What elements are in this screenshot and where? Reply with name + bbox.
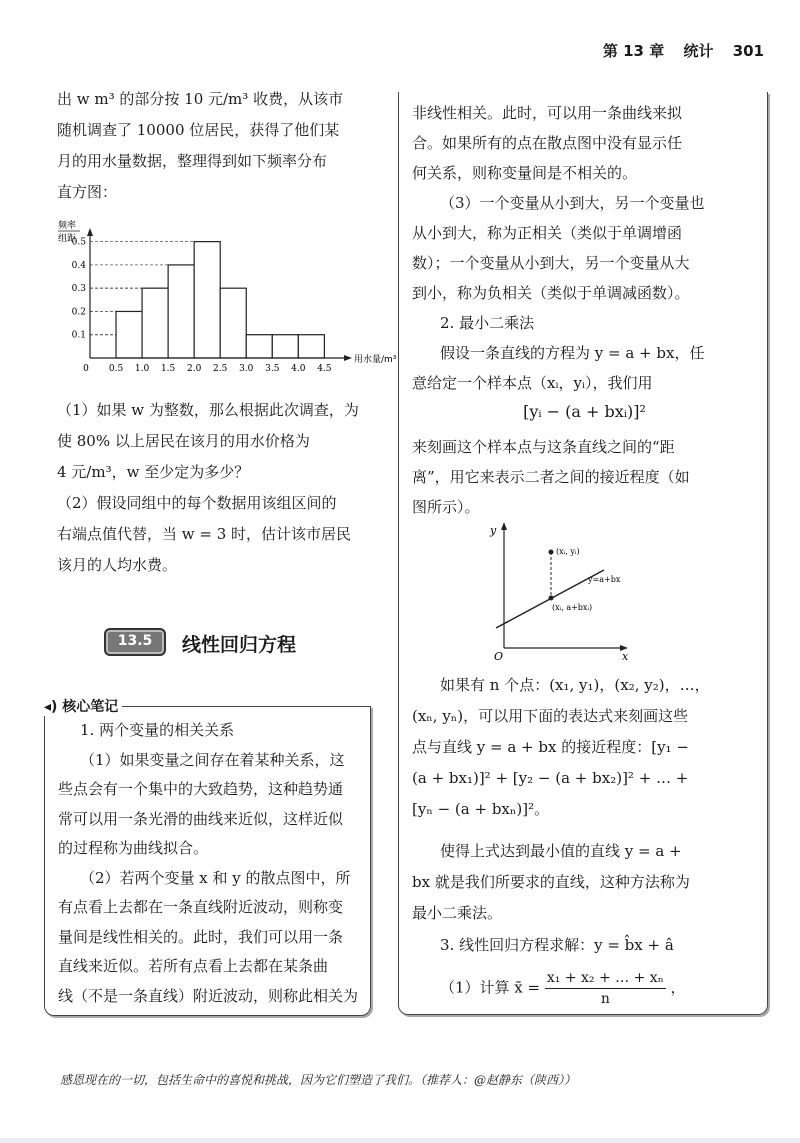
y-tick-label: 0.4 [71,260,86,271]
y-axis-arrow-icon [87,228,93,236]
x-tick-label: 0.5 [108,364,124,374]
footer-quote: 感恩现在的一切，包括生命中的喜悦和挑战，因为它们塑造了我们。（推荐人：@赵静东（陕西）） [60,1073,577,1087]
text-line: （2）若两个变量 x 和 y 的散点图中，所 [80,868,351,887]
y-axis-arrow-icon [501,522,507,530]
y-tick-label: 0.5 [71,237,86,248]
text-line: （3）一个变量从小到大，另一个变量也 [440,194,705,212]
least-squares-diagram [484,518,644,663]
histogram-bar [298,335,324,358]
text-line: 随机调查了 10000 位居民，获得了他们某 [57,121,340,139]
x-tick-label: 4.5 [317,364,332,374]
text-line: 量间是线性相关的。此时，我们可以用一条 [58,927,344,946]
page-number: 301 [732,42,764,60]
text-line: 最小二乘法。 [412,904,503,922]
left-intro [57,84,377,208]
text-line: 假设一条直线的方程为 y = a + bx，任 [440,344,705,362]
mean-formula-suffix: ， [670,978,686,997]
right-p6 [412,836,757,929]
text-line: 直线来近似。若所有点看上去都在某条曲 [58,957,329,975]
histogram-bar [194,242,220,358]
y-axis-label-bottom: 组距 [58,234,77,244]
x-tick-label: 3.0 [239,364,254,374]
y-axis-label-top: 频率 [58,221,77,231]
y-tick-label: 0.2 [71,307,86,318]
y-axis-label: y [490,524,497,537]
notes-label: ◂) 核心笔记 [40,696,122,716]
text-line: 些点会有一个集中的大致趋势，这种趋势通 [58,780,344,798]
text-line: 非线性相关。此时，可以用一条曲线来拟 [412,104,683,122]
bottom-rule [0,1138,800,1143]
x-axis-arrow-icon [344,355,352,361]
text-line: 合。如果所有的点在散点图中没有显示任 [412,134,683,152]
chapter-subject: 统计 [683,42,714,60]
frequency-histogram [54,218,397,378]
right-p5 [412,670,757,825]
text-line: 出 w m³ 的部分按 10 元/m³ 收费，从该市 [57,90,344,108]
text-line: 意给定一个样本点（xᵢ，yᵢ），我们用 [412,374,653,392]
text-line: (xₙ, yₙ)，可以用下面的表达式来刻画这些 [412,707,689,725]
notes-heading: 1. 两个变量的相关关系 [80,721,235,739]
text-line: 图所示）。 [412,498,480,516]
histogram-bar [246,335,272,358]
left-questions [57,395,377,581]
text-line: 何关系，则称变量间是不相关的。 [412,164,638,182]
text-line: 月的用水量数据，整理得到如下频率分布 [57,152,328,170]
text-line: 使 80% 以上居民在该月的用水价格为 [57,432,310,450]
mean-formula-prefix: （1）计算 x̄ = [440,978,541,997]
text-line: 使得上式达到最小值的直线 y = a + [440,842,682,860]
fraction-denominator: n [600,991,610,1007]
text-line: 来刻画这个样本点与这条直线之间的“距 [412,438,675,456]
text-line: （2）假设同组中的每个数据用该组区间的 [57,494,337,512]
x-tick-label: 1.5 [160,364,176,374]
text-line: [yₙ − (a + bxₙ)]²。 [412,800,550,818]
line-equation-label: y=a+bx [588,575,621,584]
text-line: 的过程称为曲线拟合。 [58,839,209,857]
x-tick-label: 2.0 [187,364,202,374]
y-tick-label: 0.1 [71,330,86,341]
x-axis-label: x [622,650,629,663]
foot-point-label: (xᵢ, a+bxᵢ) [552,603,593,612]
text-line: 4 元/m³，w 至少定为多少？ [57,463,250,481]
origin-label: O [494,650,504,663]
text-line: 该月的人均水费。 [57,556,178,574]
page-header [589,40,764,61]
notes-content [58,716,363,1011]
text-line: 线（不是一条直线）附近波动，则称此相关为 [58,986,359,1005]
right-p7 [412,930,757,961]
right-p3 [412,308,757,398]
subsection-heading: 2. 最小二乘法 [440,314,535,332]
mean-formula [440,968,760,1009]
text-line: 直方图： [57,183,118,201]
x-tick-label: 3.5 [265,364,280,374]
text-line: 右端点值代替，当 w = 3 时，估计该市居民 [57,525,352,543]
text-line: 离”，用它来表示二者之间的接近程度（如 [412,468,690,486]
text-line: 常可以用一条光滑的曲线来近似，这样近似 [58,809,344,828]
sample-point-label: (xᵢ, yᵢ) [556,547,580,556]
foot-point [549,596,554,601]
subsection-heading: 3. 线性回归方程求解：y = b̂x + â [440,936,674,954]
right-p2 [412,188,757,308]
text-line: 数）；一个变量从小到大，另一个变量从大 [412,254,690,272]
text-line: 到小，称为负相关（类似于单调减函数）。 [412,284,690,302]
x-tick-label: 4.0 [291,364,306,374]
text-line: （1）如果 w 为整数，那么根据此次调查，为 [57,401,359,419]
x-axis-label: 用水量/m³ [354,355,397,365]
chapter-label: 第 13 章 [602,42,665,60]
histogram-bar [220,288,246,358]
fraction-numerator: x₁ + x₂ + … + xₙ [545,968,666,989]
text-line: 点与直线 y = a + bx 的接近程度：[y₁ − [412,738,689,756]
section-title: 线性回归方程 [182,634,297,656]
x-tick-label: 0 [83,364,89,374]
text-line: 从小到大，称为正相关（类似于单调增函 [412,224,683,242]
mean-fraction [545,968,666,1009]
histogram-bar [272,335,298,358]
text-line: （1）如果变量之间存在着某种关系，这 [80,750,345,769]
y-tick-label: 0.3 [71,284,86,295]
text-line: (a + bx₁)]² + [y₂ − (a + bx₂)]² + … + [412,769,689,787]
distance-formula: [yᵢ − (a + bxᵢ)]² [523,402,646,421]
section-number-badge: 13.5 [104,628,166,656]
right-p1 [412,98,757,188]
histogram-bar [142,288,168,358]
histogram-bar [116,311,142,358]
histogram-bar [168,265,194,358]
sample-point [549,550,554,555]
x-tick-label: 2.5 [213,364,228,374]
right-p4 [412,432,757,522]
text-line: 有点看上去都在一条直线附近波动，则称变 [58,898,344,916]
text-line: 如果有 n 个点：(x₁, y₁)，(x₂, y₂)，…， [440,676,710,694]
x-tick-label: 1.0 [134,364,150,374]
text-line: bx 就是我们所要求的直线，这种方法称为 [412,873,690,891]
